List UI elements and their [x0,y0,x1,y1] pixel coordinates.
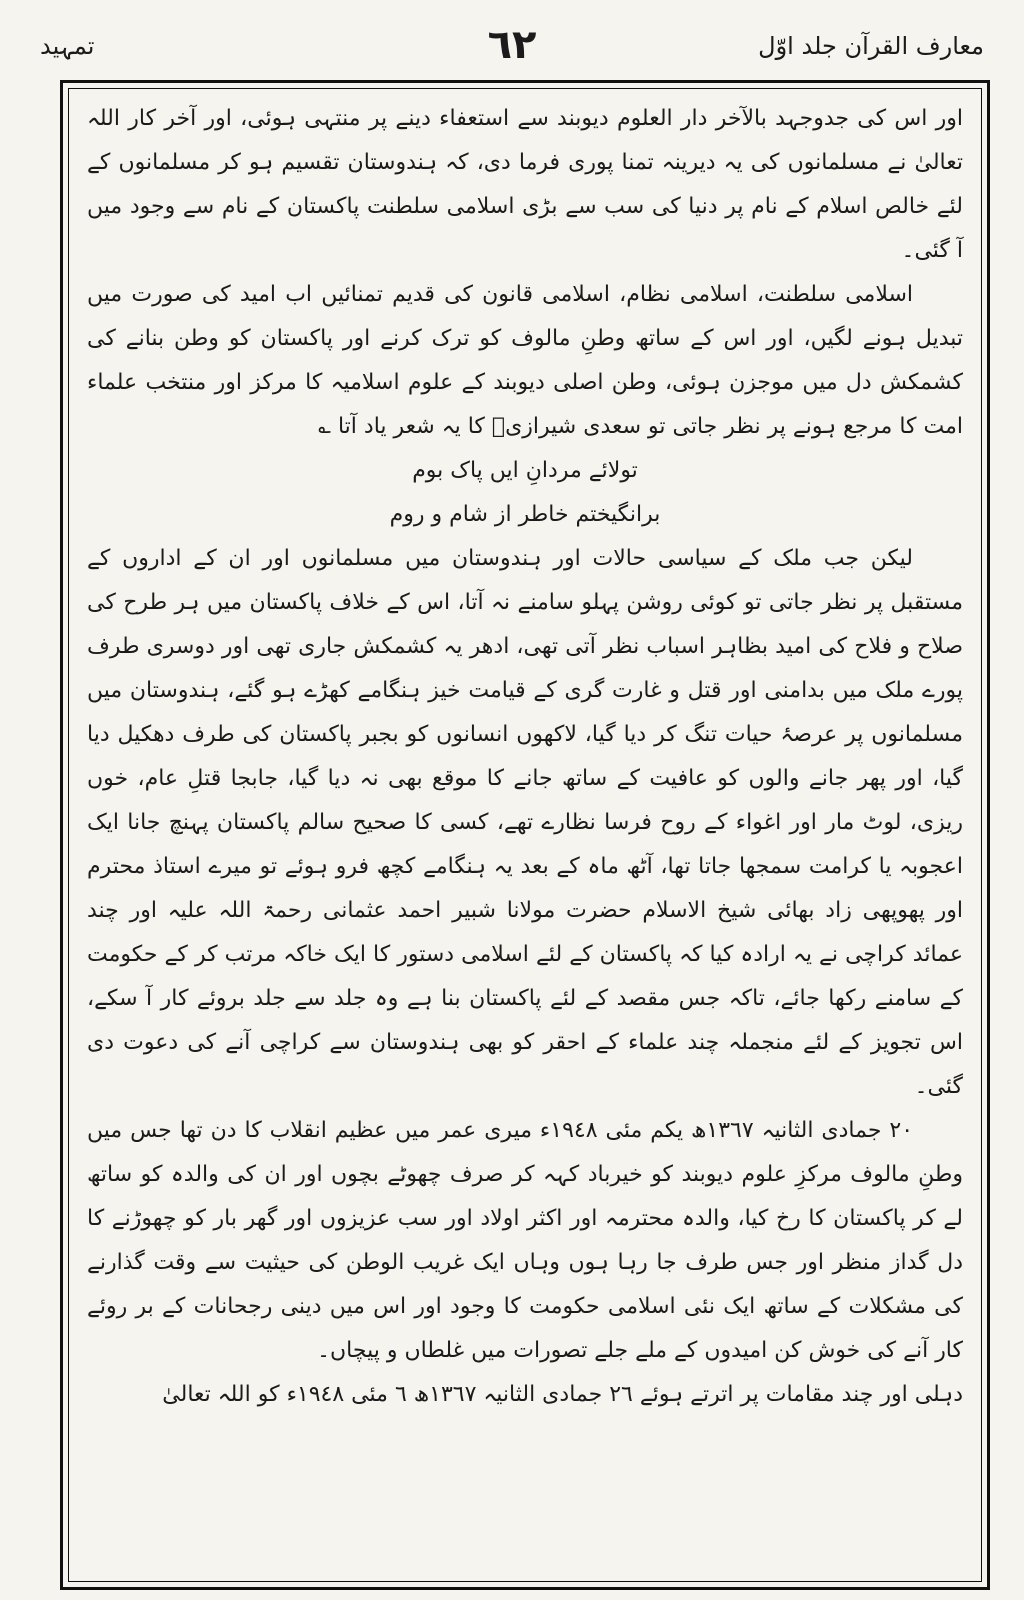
paragraph-1: اور اس کی جدوجہد بالآخر دار العلوم دیوبند سے استعفاء دینے پر منتہی ہوئی، اور آخر کار اللہ تعالیٰ نے مسلمانوں کی یہ دیرینہ تمنا پوری فرما دی، کہ ہندوستان تقسیم ہو کر مسلمانوں کے لئے خالص اسلام کے نام پر دنیا کی سب سے بڑی اسلامی سلطنت پاکستان کے نام سے وجود میں آ گئی۔ [87,106,963,263]
text-frame [60,80,990,1590]
page-number: ٦٢ [487,22,537,68]
section-title: تمہید [40,32,95,60]
verse-line-2: برانگیختم خاطر از شام و روم [389,502,661,527]
page-header [40,18,984,78]
book-title: معارف القرآن جلد اوّل [758,32,984,60]
verse-line-1: تولائے مردانِ ایں پاک بوم [412,458,638,483]
page-body [77,97,973,1573]
paragraph-3: لیکن جب ملک کے سیاسی حالات اور ہندوستان میں مسلمانوں اور ان کے اداروں کے مستقبل پر نظر جاتی تو کوئی روشن پہلو سامنے نہ آتا، اس کے خلاف پاکستان میں ہر طرح کی صلاح و فلاح کی امید بظاہر اسباب نظر آتی تھی، ادھر یہ کشمکش جاری تھی اور دوسری طرف پورے ملک میں بدامنی اور قتل و غارت گری کے قیامت خیز ہنگامے کھڑے ہو گئے، ہندوستان میں مسلمانوں پر عرصۂ حیات تنگ کر دیا گیا، لاکھوں انسانوں کو بجبر پاکستان کی طرف دھکیل دیا گیا، اور پھر جانے والوں کو عافیت کے ساتھ جانے کا موقع بھی نہ دیا گیا، جابجا قتلِ عام، خوں ریزی، لوٹ مار اور اغواء کے روح فرسا نظارے تھے، کسی کا صحیح سالم پاکستان پہنچ جانا ایک اعجوبہ یا کرامت سمجھا جاتا تھا، آٹھ ماہ کے بعد یہ ہنگامے کچھ فرو ہوئے تو میرے استاذ محترم اور پھوپھی زاد بھائی شیخ الاسلام حضرت مولانا شبیر احمد عثمانی رحمۃ اللہ علیہ اور چند عمائد کراچی نے یہ ارادہ کیا کہ پاکستان کے لئے اسلامی دستور کا ایک خاکہ مرتب کر کے حکومت کے سامنے رکھا جائے، تاکہ جس مقصد کے لئے پاکستان بنا ہے وہ جلد سے جلد بروئے کار آ سکے، اس تجویز کے لئے منجملہ چند علماء کے احقر کو بھی ہندوستان سے کراچی آنے کی دعوت دی گئی۔ [87,546,963,1099]
paragraph-4: ٢٠ جمادی الثانیہ ١٣٦٧ھ یکم مئی ١٩٤٨ء میری عمر میں عظیم انقلاب کا دن تھا جس میں وطنِ مالوف مرکزِ علوم دیوبند کو خیرباد کہہ کر صرف چھوٹے بچوں اور ان کی والدہ کو ساتھ لے کر پاکستان کا رخ کیا، والدہ محترمہ اور اکثر اولاد اور سب عزیزوں اور گھر بار کو چھوڑنے کا دل گداز منظر اور جس طرف جا رہا ہوں وہاں ایک غریب الوطن کی حیثیت سے وقت گذارنے کی مشکلات کے ساتھ ایک نئی اسلامی حکومت کا وجود اور اس میں دینی رجحانات کے بر روئے کار آنے کی خوش کن امیدوں کے ملے جلے تصورات میں غلطاں و پیچاں۔ [87,1118,963,1363]
paragraph-5: دہلی اور چند مقامات پر اترتے ہوئے ٢٦ جمادی الثانیہ ١٣٦٧ھ ٦ مئی ١٩٤٨ء کو اللہ تعالیٰ [162,1382,963,1407]
paragraph-2: اسلامی سلطنت، اسلامی نظام، اسلامی قانون کی قدیم تمنائیں اب امید کی صورت میں تبدیل ہونے لگیں، اور اس کے ساتھ وطنِ مالوف کو ترک کرنے اور پاکستان کو وطن بنانے کی کشمکش دل میں موجزن ہوئی، وطن اصلی دیوبند کے علوم اسلامیہ کا مرکز اور منتخب علماء امت کا مرجع ہونے پر نظر جاتی تو سعدی شیرازیؒ کا یہ شعر یاد آتا ؎ [87,282,963,439]
